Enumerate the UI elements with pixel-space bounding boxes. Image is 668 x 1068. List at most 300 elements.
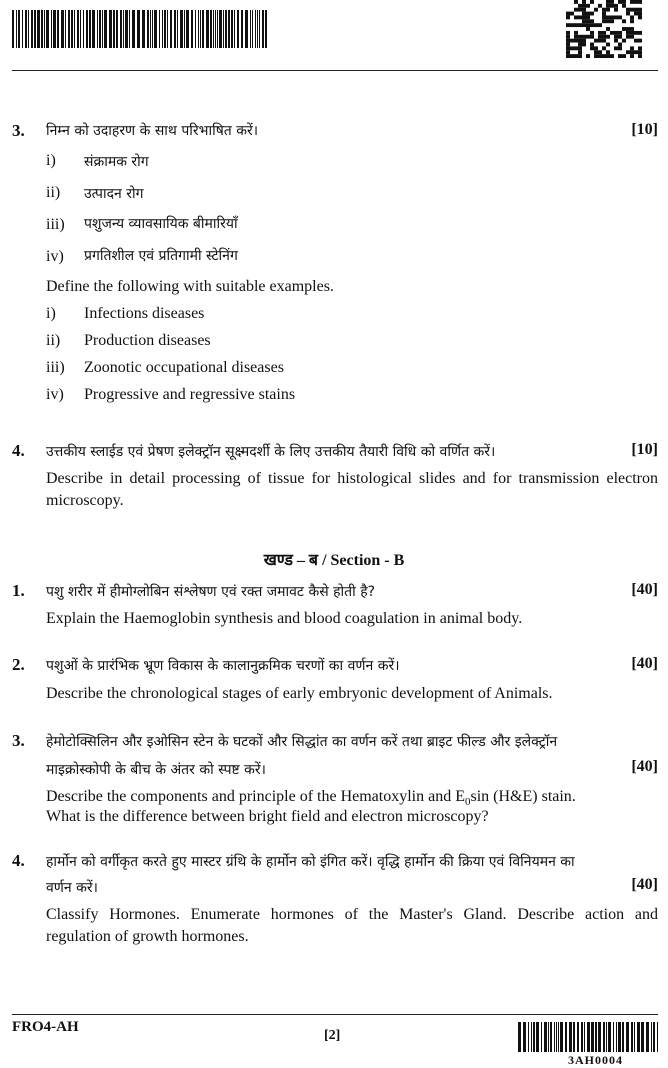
qr-cell xyxy=(630,35,634,39)
question-number: 2. xyxy=(12,655,25,674)
question-english: Classify Hormones. Enumerate hormones of the Master's Gland. Describe action and regulation of growth hormones. xyxy=(46,906,658,945)
text-part: Describe the components and principle of the Hematoxylin and E xyxy=(46,788,465,805)
qr-cell xyxy=(630,46,634,50)
page-number: [2] xyxy=(324,1028,341,1043)
barcode-bar xyxy=(577,1022,579,1052)
barcode-bar xyxy=(608,1022,611,1052)
qr-cell xyxy=(582,23,586,27)
barcode-bar xyxy=(548,1022,549,1052)
barcode-bar xyxy=(150,10,151,48)
qr-cell xyxy=(594,50,598,54)
barcode-bar xyxy=(531,1022,532,1052)
qr-cell xyxy=(570,12,574,16)
qr-code xyxy=(566,0,642,58)
qr-cell xyxy=(594,39,598,43)
qr-cell xyxy=(630,50,634,54)
barcode-bar xyxy=(533,1022,535,1052)
qr-cell xyxy=(638,0,642,4)
section-title: खण्ड – ब / Section - B xyxy=(263,552,405,569)
barcode-bar xyxy=(573,1022,575,1052)
barcode-bar xyxy=(191,10,193,48)
barcode-bar xyxy=(167,10,168,48)
barcode-bar xyxy=(92,10,95,48)
qr-cell xyxy=(590,43,594,47)
qr-cell xyxy=(578,15,582,19)
qr-cell xyxy=(574,8,578,12)
barcode-bar xyxy=(657,1022,658,1052)
qr-cell xyxy=(598,31,602,35)
barcode-bar xyxy=(129,10,130,48)
barcode-bar xyxy=(44,10,45,48)
question-english: Describe the chronological stages of early embryonic development of Animals. xyxy=(46,685,553,702)
barcode-bar xyxy=(241,10,243,48)
qr-cell xyxy=(606,8,610,12)
qr-cell xyxy=(622,27,626,31)
barcode-bar xyxy=(631,1022,633,1052)
barcode-bar xyxy=(174,10,176,48)
barcode-bar xyxy=(255,10,256,48)
qr-cell xyxy=(586,23,590,27)
qr-cell xyxy=(578,43,582,47)
barcode-bar xyxy=(180,10,183,48)
barcode-bar xyxy=(142,10,145,48)
qr-cell xyxy=(630,19,634,23)
qr-cell xyxy=(618,46,622,50)
qr-cell xyxy=(582,8,586,12)
qr-cell xyxy=(614,35,618,39)
qr-cell xyxy=(574,35,578,39)
barcode-bar xyxy=(653,1022,655,1052)
barcode-bar xyxy=(603,1022,605,1052)
qr-cell xyxy=(606,54,610,58)
barcode-bar xyxy=(587,1022,590,1052)
qr-cell xyxy=(630,31,634,35)
barcode-bar xyxy=(46,10,49,48)
barcode-bar xyxy=(598,1022,601,1052)
barcode-bar xyxy=(22,10,23,48)
barcode-bar xyxy=(198,10,199,48)
barcode-bar xyxy=(581,1022,583,1052)
qr-cell xyxy=(586,54,590,58)
question-english: Describe in detail processing of tissue for histological slides and for transmission electron microscopy. xyxy=(46,470,658,509)
barcode-bar xyxy=(125,10,128,48)
qr-cell xyxy=(610,19,614,23)
barcode-bar xyxy=(18,10,20,48)
qr-cell xyxy=(598,39,602,43)
qr-cell xyxy=(634,39,638,43)
qr-cell xyxy=(574,46,578,50)
qr-cell xyxy=(586,15,590,19)
qr-cell xyxy=(618,54,622,58)
question-number: 4. xyxy=(12,851,25,870)
item-text-hindi: पशुजन्य व्यावसायिक बीमारियाँ xyxy=(84,216,238,232)
barcode-bar xyxy=(528,1022,529,1052)
barcode-bar xyxy=(523,1022,526,1052)
qr-cell xyxy=(566,12,570,16)
qr-cell xyxy=(598,54,602,58)
barcode-bar xyxy=(616,1022,617,1052)
qr-cell xyxy=(614,31,618,35)
barcode-bar xyxy=(584,1022,585,1052)
qr-cell xyxy=(574,15,578,19)
barcode-bar xyxy=(228,10,230,48)
barcode-bar xyxy=(591,1022,594,1052)
qr-cell xyxy=(602,15,606,19)
qr-cell xyxy=(574,39,578,43)
barcode-bar xyxy=(613,1022,614,1052)
qr-cell xyxy=(630,8,634,12)
question-hindi: उत्तकीय स्लाईड एवं प्रेषण इलेक्ट्रॉन सूक्ष्मदर्शी के लिए उत्तकीय तैयारी विधि को वर्णित करें। xyxy=(46,444,496,460)
qr-cell xyxy=(586,27,590,31)
barcode-bar xyxy=(556,1022,557,1052)
qr-cell xyxy=(606,35,610,39)
qr-cell xyxy=(630,0,634,4)
marks: [40] xyxy=(631,655,658,672)
barcode-bar xyxy=(61,10,64,48)
qr-cell xyxy=(634,0,638,4)
qr-cell xyxy=(606,4,610,8)
barcode-bar xyxy=(86,10,88,48)
barcode-bar xyxy=(536,1022,539,1052)
barcode-bar xyxy=(74,10,75,48)
item-text-english: Infections diseases xyxy=(84,305,205,322)
item-label: iv) xyxy=(46,386,64,403)
barcode-bar xyxy=(646,1022,649,1052)
qr-cell xyxy=(610,31,614,35)
barcode-bar xyxy=(265,10,267,48)
qr-cell xyxy=(606,15,610,19)
qr-cell xyxy=(610,54,614,58)
item-text-english: Production diseases xyxy=(84,332,211,349)
qr-cell xyxy=(614,4,618,8)
barcode-bar xyxy=(170,10,172,48)
qr-cell xyxy=(590,46,594,50)
qr-cell xyxy=(622,0,626,4)
qr-cell xyxy=(582,4,586,8)
barcode-bar xyxy=(186,10,189,48)
qr-cell xyxy=(582,12,586,16)
qr-cell xyxy=(626,35,630,39)
qr-cell xyxy=(566,15,570,19)
barcode-bar xyxy=(257,10,258,48)
marks: [10] xyxy=(631,121,658,138)
footer-rule xyxy=(12,1014,658,1015)
qr-cell xyxy=(566,50,570,54)
qr-cell xyxy=(630,15,634,19)
barcode-bar xyxy=(68,10,70,48)
barcode-bar xyxy=(162,10,163,48)
qr-cell xyxy=(582,15,586,19)
barcode-bar xyxy=(606,1022,607,1052)
marks: [10] xyxy=(631,441,658,458)
barcode-bar xyxy=(41,10,43,48)
qr-cell xyxy=(630,54,634,58)
item-label: i) xyxy=(46,152,56,169)
qr-cell xyxy=(634,50,638,54)
barcode-bar xyxy=(215,10,216,48)
question-number: 4. xyxy=(12,441,25,460)
qr-cell xyxy=(614,39,618,43)
paper-code: FRO4-AH xyxy=(12,1019,79,1035)
qr-cell xyxy=(570,46,574,50)
qr-cell xyxy=(586,12,590,16)
qr-cell xyxy=(594,8,598,12)
qr-cell xyxy=(590,12,594,16)
question-hindi: वर्णन करें। xyxy=(46,880,98,896)
barcode-bar xyxy=(51,10,52,48)
qr-cell xyxy=(606,0,610,4)
barcode-bar xyxy=(206,10,209,48)
qr-cell xyxy=(606,19,610,23)
qr-cell xyxy=(626,31,630,35)
barcode-bar xyxy=(159,10,160,48)
qr-cell xyxy=(614,8,618,12)
qr-cell xyxy=(594,46,598,50)
qr-cell xyxy=(602,39,606,43)
qr-cell xyxy=(590,0,594,4)
question-number: 3. xyxy=(12,121,25,140)
barcode-bar xyxy=(219,10,222,48)
barcode-bar xyxy=(89,10,91,48)
item-label: i) xyxy=(46,305,56,322)
item-text-hindi: संक्रामक रोग xyxy=(84,154,149,170)
barcode-bar xyxy=(154,10,157,48)
barcode-bar xyxy=(223,10,224,48)
qr-cell xyxy=(638,54,642,58)
barcode-bar xyxy=(618,1022,621,1052)
qr-cell xyxy=(610,15,614,19)
qr-cell xyxy=(586,19,590,23)
barcode-bar xyxy=(569,1022,572,1052)
barcode-bar xyxy=(57,10,59,48)
qr-cell xyxy=(574,54,578,58)
qr-cell xyxy=(578,39,582,43)
barcode-bar xyxy=(262,10,264,48)
barcode-bar xyxy=(113,10,115,48)
barcode-bar xyxy=(541,1022,542,1052)
qr-cell xyxy=(630,27,634,31)
qr-cell xyxy=(602,12,606,16)
barcode-bar xyxy=(245,10,248,48)
barcode-bar xyxy=(259,10,260,48)
barcode-bar xyxy=(177,10,178,48)
item-text-english: Zoonotic occupational diseases xyxy=(84,359,284,376)
item-label: iii) xyxy=(46,216,65,233)
subscript: 0 xyxy=(464,796,471,809)
barcode-bar xyxy=(641,1022,644,1052)
barcode-bar xyxy=(132,10,135,48)
qr-cell xyxy=(622,54,626,58)
qr-cell xyxy=(566,39,570,43)
barcode-bar xyxy=(565,1022,567,1052)
serial-number: 3AH0004 xyxy=(568,1053,623,1067)
question-hindi: माइक्रोस्कोपी के बीच के अंतर को स्पष्ट करें। xyxy=(46,762,266,778)
barcode-bar xyxy=(544,1022,547,1052)
qr-cell xyxy=(622,4,626,8)
barcode-bar xyxy=(622,1022,624,1052)
barcode-bar xyxy=(83,10,84,48)
qr-cell xyxy=(570,39,574,43)
barcode-bar xyxy=(200,10,201,48)
question-english: Define the following with suitable examples. xyxy=(46,278,334,295)
qr-cell xyxy=(626,8,630,12)
qr-cell xyxy=(590,31,594,35)
qr-cell xyxy=(638,39,642,43)
qr-cell xyxy=(638,46,642,50)
qr-cell xyxy=(610,0,614,4)
barcode-bar xyxy=(550,1022,552,1052)
barcode-bar xyxy=(626,1022,629,1052)
qr-cell xyxy=(570,23,574,27)
barcode-bar xyxy=(231,10,233,48)
qr-cell xyxy=(582,19,586,23)
barcode-bar xyxy=(147,10,149,48)
item-label: ii) xyxy=(46,332,61,349)
qr-cell xyxy=(566,43,570,47)
qr-cell xyxy=(606,43,610,47)
qr-cell xyxy=(590,23,594,27)
barcode-bar xyxy=(31,10,33,48)
qr-cell xyxy=(566,31,570,35)
qr-cell xyxy=(638,8,642,12)
barcode-bar xyxy=(16,10,17,48)
item-label: iv) xyxy=(46,248,64,265)
barcode-bar xyxy=(53,10,56,48)
qr-cell xyxy=(618,15,622,19)
barcode-bar xyxy=(25,10,27,48)
barcode-bar xyxy=(518,1022,521,1052)
question-english: What is the difference between bright field and electron microscopy? xyxy=(46,808,489,825)
barcode-bar xyxy=(217,10,218,48)
barcode-bar xyxy=(634,1022,635,1052)
qr-cell xyxy=(594,23,598,27)
qr-cell xyxy=(618,0,622,4)
qr-cell xyxy=(598,35,602,39)
item-text-hindi: उत्पादन रोग xyxy=(84,186,144,202)
text-part: sin (H&E) stain. xyxy=(470,788,576,805)
qr-cell xyxy=(594,54,598,58)
question-english: Explain the Haemoglobin synthesis and blood coagulation in animal body. xyxy=(46,610,523,627)
barcode-bar xyxy=(250,10,251,48)
barcode-bar xyxy=(102,10,103,48)
qr-cell xyxy=(622,39,626,43)
question-number: 1. xyxy=(12,581,25,600)
marks: [40] xyxy=(631,758,658,775)
qr-cell xyxy=(570,54,574,58)
barcode-bar xyxy=(184,10,185,48)
barcode-bar xyxy=(234,10,235,48)
qr-cell xyxy=(598,50,602,54)
qr-cell xyxy=(618,31,622,35)
barcode-bar xyxy=(104,10,107,48)
barcode-bar xyxy=(560,1022,563,1052)
qr-cell xyxy=(598,4,602,8)
question-hindi: निम्न को उदाहरण के साथ परिभाषित करें। xyxy=(46,123,259,139)
question-number: 3. xyxy=(12,731,25,750)
qr-cell xyxy=(638,12,642,16)
qr-cell xyxy=(618,35,622,39)
qr-cell xyxy=(626,50,630,54)
barcode-bar xyxy=(651,1022,652,1052)
question-hindi: पशुओं के प्रारंभिक भ्रूण विकास के कालानुक्रमिक चरणों का वर्णन करें। xyxy=(46,658,400,674)
barcode-bar xyxy=(123,10,124,48)
qr-cell xyxy=(602,54,606,58)
qr-cell xyxy=(586,4,590,8)
qr-cell xyxy=(566,35,570,39)
barcode-bar xyxy=(99,10,101,48)
qr-cell xyxy=(582,0,586,4)
barcode-bar xyxy=(65,10,66,48)
qr-cell xyxy=(618,43,622,47)
top-barcode xyxy=(12,10,268,48)
barcode-bar xyxy=(80,10,81,48)
qr-cell xyxy=(638,31,642,35)
qr-cell xyxy=(602,8,606,12)
barcode-bar xyxy=(37,10,40,48)
barcode-bar xyxy=(558,1022,559,1052)
qr-cell xyxy=(578,54,582,58)
item-text-english: Progressive and regressive stains xyxy=(84,386,296,403)
qr-cell xyxy=(614,15,618,19)
qr-cell xyxy=(598,23,602,27)
qr-cell xyxy=(602,35,606,39)
qr-cell xyxy=(622,19,626,23)
barcode-bar xyxy=(116,10,118,48)
item-label: iii) xyxy=(46,359,65,376)
barcode-bar xyxy=(71,10,73,48)
barcode-bar xyxy=(28,10,29,48)
qr-cell xyxy=(582,43,586,47)
barcode-bar xyxy=(195,10,196,48)
barcode-bar xyxy=(12,10,14,48)
qr-cell xyxy=(634,31,638,35)
qr-cell xyxy=(626,27,630,31)
qr-cell xyxy=(606,50,610,54)
qr-cell xyxy=(610,4,614,8)
barcode-bar xyxy=(213,10,214,48)
qr-cell xyxy=(578,23,582,27)
qr-cell xyxy=(578,35,582,39)
item-text-hindi: प्रगतिशील एवं प्रतिगामी स्टेनिंग xyxy=(84,248,238,264)
qr-cell xyxy=(638,50,642,54)
qr-cell xyxy=(578,8,582,12)
qr-cell xyxy=(578,50,582,54)
qr-cell xyxy=(606,27,610,31)
marks: [40] xyxy=(631,581,658,598)
qr-cell xyxy=(578,46,582,50)
barcode-bar xyxy=(637,1022,640,1052)
barcode-bar xyxy=(34,10,36,48)
qr-cell xyxy=(626,12,630,16)
qr-cell xyxy=(602,46,606,50)
qr-cell xyxy=(574,31,578,35)
qr-cell xyxy=(614,46,618,50)
question-hindi: हेमोटोक्सिलिन और इओसिन स्टेन के घटकों और सिद्धांत का वर्णन करें तथा ब्राइट फील्ड और इलेक्ट्रॉन xyxy=(46,734,558,750)
header-rule xyxy=(12,70,658,71)
barcode-bar xyxy=(237,10,239,48)
barcode-bar xyxy=(77,10,79,48)
barcode-bar xyxy=(210,10,212,48)
qr-cell xyxy=(586,35,590,39)
qr-cell xyxy=(638,15,642,19)
qr-cell xyxy=(590,35,594,39)
question-hindi: पशु शरीर में हीमोग्लोबिन संश्लेषण एवं रक्त जमावट कैसे होती है? xyxy=(46,584,376,600)
qr-cell xyxy=(578,4,582,8)
barcode-bar xyxy=(97,10,98,48)
marks: [40] xyxy=(631,876,658,893)
barcode-bar xyxy=(109,10,112,48)
barcode-bar xyxy=(554,1022,555,1052)
